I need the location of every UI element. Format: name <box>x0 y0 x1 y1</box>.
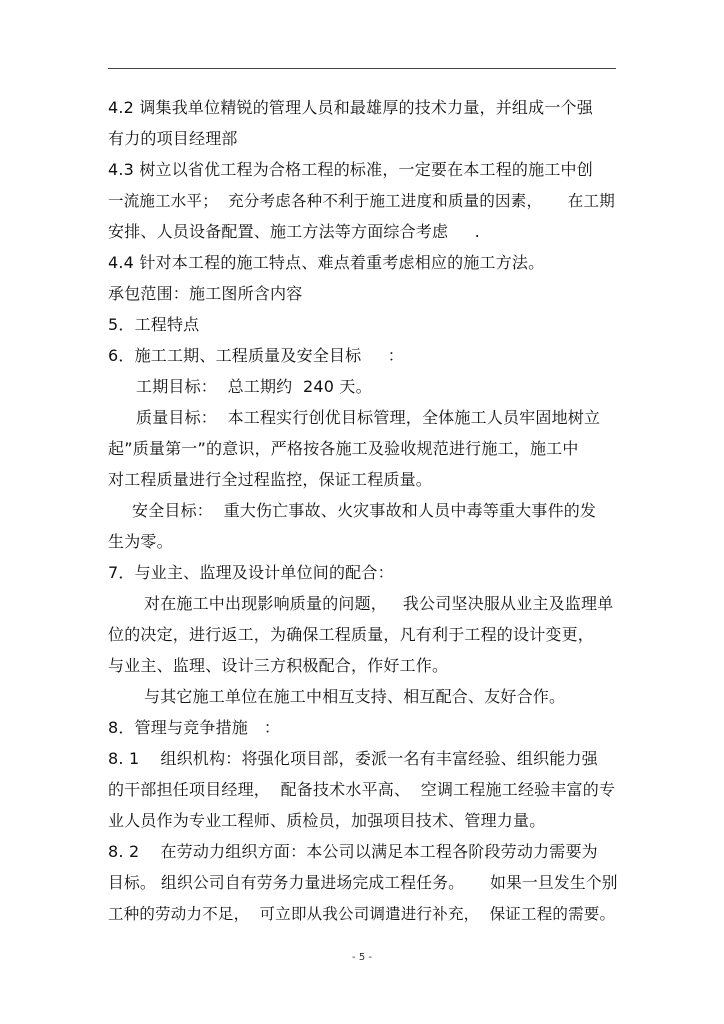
text-line: 对在施工中出现影响质量的问题， 我公司坚决服从业主及监理单 <box>144 594 614 613</box>
text-line: 4.3 树立以省优工程为合格工程的标准，一定要在本工程的施工中创 <box>108 160 593 179</box>
text-line: 8. 1 组织机构：将强化项目部，委派一名有丰富经验、组织能力强 <box>108 749 598 768</box>
text-line: 位的决定，进行返工，为确保工程质量，凡有利于工程的设计变更， <box>108 625 595 644</box>
text-line: 8．管理与竞争措施 ： <box>108 718 281 737</box>
text-line: 对工程质量进行全过程监控，保证工程质量。 <box>108 470 433 489</box>
text-line: 一流施工水平； 充分考虑各种不利于施工进度和质量的因素， 在工期 <box>108 192 615 210</box>
page-number: - 5 - <box>352 952 372 963</box>
text-line: 工种的劳动力不足， 可立即从我公司调遣进行补充， 保证工程的需要。 <box>108 905 616 923</box>
text-line: 8. 2 在劳动力组织方面：本公司以满足本工程各阶段劳动力需要为 <box>108 842 598 861</box>
text-line: 起”质量第一”的意识，严格按各施工及验收规范进行施工，施工中 <box>108 439 579 458</box>
text-line: 安排、人员设备配置、施工方法等方面综合考虑 . <box>108 222 480 241</box>
text-line: 业人员作为专业工程师、质检员，加强项目技术、管理力量。 <box>108 811 546 830</box>
text-line: 质量目标： 本工程实行创优目标管理，全体施工人员牢固地树立 <box>136 408 601 427</box>
header-rule <box>108 68 616 69</box>
text-line: 5．工程特点 <box>108 315 200 334</box>
text-line: 与其它施工单位在施工中相互支持、相互配合、友好合作。 <box>144 687 566 706</box>
text-line: 目标。 组织公司自有劳务力量进场完成工程任务。 如果一旦发生个别 <box>108 873 618 892</box>
text-line: 与业主、监理、设计三方积极配合，作好工作。 <box>108 656 449 675</box>
text-line: 工期目标： 总工期约 240 天。 <box>136 377 372 396</box>
text-line: 有力的项目经理部 <box>108 129 238 148</box>
text-line: 承包范围：施工图所含内容 <box>108 284 303 303</box>
text-line: 4.2 调集我单位精锐的管理人员和最雄厚的技术力量，并组成一个强 <box>108 98 593 117</box>
text-line: 7．与业主、监理及设计单位间的配合： <box>108 563 394 582</box>
text-line: 安全目标： 重大伤亡事故、火灾事故和人员中毒等重大事件的发 <box>132 501 597 520</box>
text-line: 4.4 针对本工程的施工特点、难点着重考虑相应的施工方法。 <box>108 253 545 272</box>
text-line: 生为零。 <box>108 532 173 551</box>
text-line: 6．施工工期、工程质量及安全目标 ： <box>108 346 405 365</box>
text-line: 的干部担任项目经理， 配备技术水平高、 空调工程施工经验丰富的专 <box>108 780 616 799</box>
